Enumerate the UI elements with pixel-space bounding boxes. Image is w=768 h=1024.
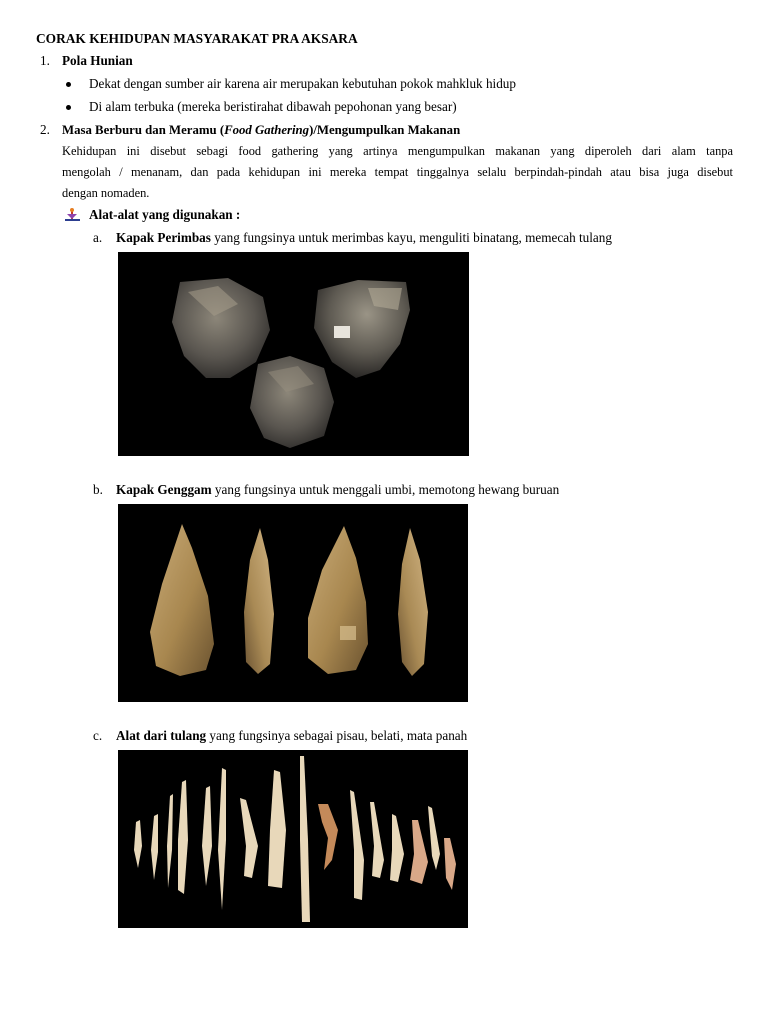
- pushpin-arrow-icon: [64, 207, 82, 223]
- tool-c-name: Alat dari tulang: [116, 728, 207, 743]
- tool-a-desc: yang fungsinya untuk merimbas kayu, menguliti binatang, memecah tulang: [210, 230, 612, 245]
- tool-c-letter: c.: [93, 728, 103, 743]
- tool-c-desc: yang fungsinya sebagai pisau, belati, mata panah: [206, 728, 468, 743]
- tool-a-letter: a.: [93, 230, 103, 245]
- bullet-dot: [66, 105, 71, 110]
- section-2-paragraph: [62, 141, 733, 204]
- section-1-heading: Pola Hunian: [62, 53, 133, 68]
- section-2-heading-part-a: Masa Berburu dan Meramu (: [62, 123, 225, 137]
- tool-b-desc: yang fungsinya untuk menggali umbi, memotong hewang buruan: [211, 482, 560, 497]
- tool-b-letter: b.: [93, 482, 103, 497]
- bullet-dot: [66, 82, 71, 87]
- section-2-heading: [62, 122, 460, 138]
- section-2-heading-italic: Food Gathering: [224, 123, 310, 137]
- paragraph-line-2: mengolah / menanam, dan pada kehidupan ini mereka tempat tinggalnya selalu berpindah-pindah atau bisa juga disebut: [62, 165, 733, 179]
- paragraph-line-1: Kehidupan ini disebut sebagi food gathering yang artinya mengumpulkan makanan yang diperoleh dari alam tanpa: [62, 144, 733, 158]
- tool-a-text: [116, 230, 612, 246]
- section-2-number: 2.: [40, 122, 50, 137]
- tool-b-name: Kapak Genggam: [116, 482, 212, 497]
- alat-tulang-photo: [118, 750, 468, 928]
- tool-c-text: [116, 728, 467, 744]
- tool-b-text: [116, 482, 559, 498]
- tools-heading: Alat-alat yang digunakan :: [89, 207, 241, 222]
- section-1-bullet-1: Dekat dengan sumber air karena air merupakan kebutuhan pokok mahkluk hidup: [89, 76, 516, 91]
- tool-a-name: Kapak Perimbas: [116, 230, 211, 245]
- section-2-heading-part-b: )/Mengumpulkan Makanan: [309, 123, 461, 137]
- paragraph-line-3: dengan nomaden.: [62, 186, 150, 200]
- kapak-genggam-photo: [118, 504, 468, 702]
- document-title: CORAK KEHIDUPAN MASYARAKAT PRA AKSARA: [36, 31, 358, 46]
- section-1-bullet-2: Di alam terbuka (mereka beristirahat dibawah pepohonan yang besar): [89, 99, 457, 114]
- section-1-number: 1.: [40, 53, 50, 68]
- kapak-perimbas-photo: [118, 252, 469, 456]
